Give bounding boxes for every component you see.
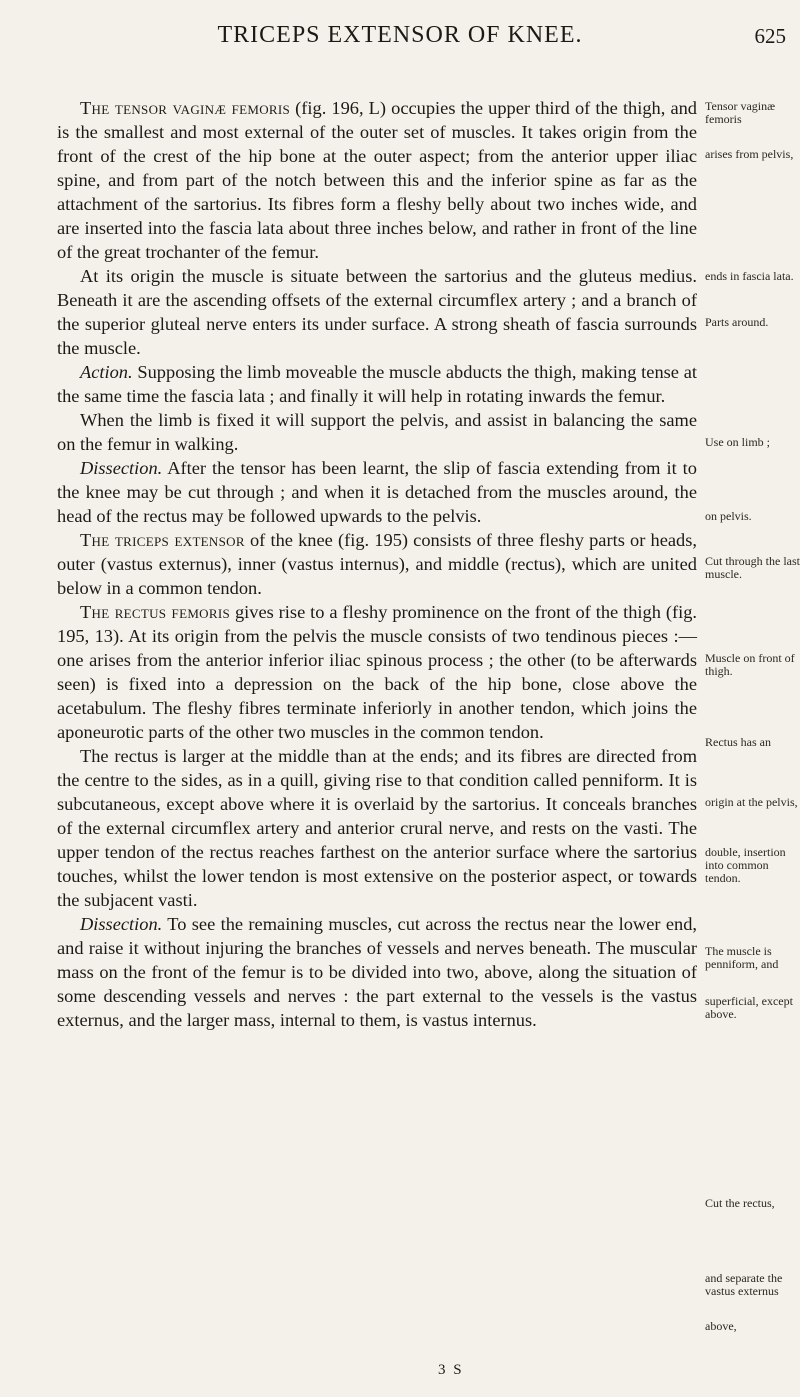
paragraph-text: To see the remaining muscles, cut across the rectus near the lower end, and raise it without injuring the branches of vessels and nerves beneath. The muscular mass on the front of the femur is to be divided into two, above, along the situation of some descending vessels and nerves : the part external to the vessels is the vastus externus, and the larger mass, internal to them, is vastus internus. [57,914,697,1030]
paragraph-lead: The tensor vaginæ femoris [80,98,291,118]
paragraph-text: After the tensor has been learnt, the slip of fascia extending from it to the knee may be cut through ; and when it is detached from the muscles around, the head of the rectus may be followed upwards to the pelvis. [57,458,697,526]
paragraph-text: gives rise to a fleshy prominence on the front of the thigh (fig. 195, 13). At its origin from the pelvis the muscle consists of two tendinous pieces :—one arises from the anterior inferior iliac spinous process ; the other (to be afterwards seen) is fixed into a depression on the back of the hip bone, close above the acetabulum. The fleshy fibres terminate inferiorly in another tendon, which joins the aponeurotic parts of the other two muscles in the common tendon. [57,602,697,742]
margin-note: Cut the rectus, [705,1196,775,1210]
margin-note: and separate the vastus externus [705,1271,783,1298]
body-text [57,96,697,1032]
paragraph [57,600,697,744]
margin-note: The muscle is penniform, and [705,944,779,971]
margin-note: ends in fascia lata. [705,269,794,283]
paragraph-text: When the limb is fixed it will support the pelvis, and assist in balancing the same on the femur in walking. [57,410,697,454]
paragraph-text: The rectus is larger at the middle than at the ends; and its fibres are directed from the centre to the sides, as in a quill, giving rise to that condition called penniform. It is subcutaneous, except above where it is overlaid by the sartorius. It conceals branches of the external circumflex artery and anterior crural nerve, and rests on the vasti. The upper tendon of the rectus reaches farthest on the anterior surface where the sartorius touches, whilst the lower tendon is most extensive on the posterior aspect, or towards the subjacent vasti. [57,746,697,910]
margin-note: Use on limb ; [705,435,770,449]
paragraph-lead: The rectus femoris [80,602,231,622]
margin-note: above, [705,1319,737,1333]
margin-note: arises from pelvis, [705,147,794,161]
margin-note: Tensor vaginæ femoris [705,99,776,126]
paragraph [57,360,697,408]
margin-note: superficial, except above. [705,994,793,1021]
paragraph [57,528,697,600]
running-title: TRICEPS EXTENSOR OF KNEE. [217,22,583,48]
margin-note: double, insertion into common tendon. [705,845,786,885]
signature-mark: 3 S [438,1362,464,1378]
paragraph [57,456,697,528]
paragraph-lead: The triceps extensor [80,530,245,550]
margin-note: Muscle on front of thigh. [705,651,795,678]
margin-note: Cut through the last muscle. [705,554,800,581]
paragraph [57,264,697,360]
margin-note: origin at the pelvis, [705,795,798,809]
paragraph-lead: Action. [80,362,133,382]
page-number: 625 [754,24,786,48]
paragraph [57,408,697,456]
paragraph [57,912,697,1032]
margin-note: on pelvis. [705,509,752,523]
running-header [0,14,800,50]
paragraph-text: At its origin the muscle is situate between the sartorius and the gluteus medius. Beneath it are the ascending offsets of the external circumflex artery ; and a branch of the superior gluteal nerve enters its under surface. A strong sheath of fascia surrounds the muscle. [57,266,697,358]
paragraph [57,744,697,912]
paragraph [57,96,697,264]
paragraph-text: (fig. 196, L) occupies the upper third of the thigh, and is the smallest and most external of the outer set of muscles. It takes origin from the front of the crest of the hip bone at the outer aspect; from the anterior upper iliac spine, and from part of the notch between this and the inferior spine as far as the attachment of the sartorius. Its fibres form a fleshy belly about two inches wide, and are inserted into the fascia lata about three inches below, and rather in front of the line of the great trochanter of the femur. [57,98,697,262]
paragraph-text: of the knee (fig. 195) consists of three fleshy parts or heads, outer (vastus externus), inner (vastus internus), and middle (rectus), which are united below in a common tendon. [57,530,697,598]
margin-note: Rectus has an [705,735,771,749]
margin-note: Parts around. [705,315,769,329]
paragraph-lead: Dissection. [80,914,163,934]
paragraph-text: Supposing the limb moveable the muscle abducts the thigh, making tense at the same time the fascia lata ; and finally it will help in rotating inwards the femur. [57,362,697,406]
paragraph-lead: Dissection. [80,458,163,478]
